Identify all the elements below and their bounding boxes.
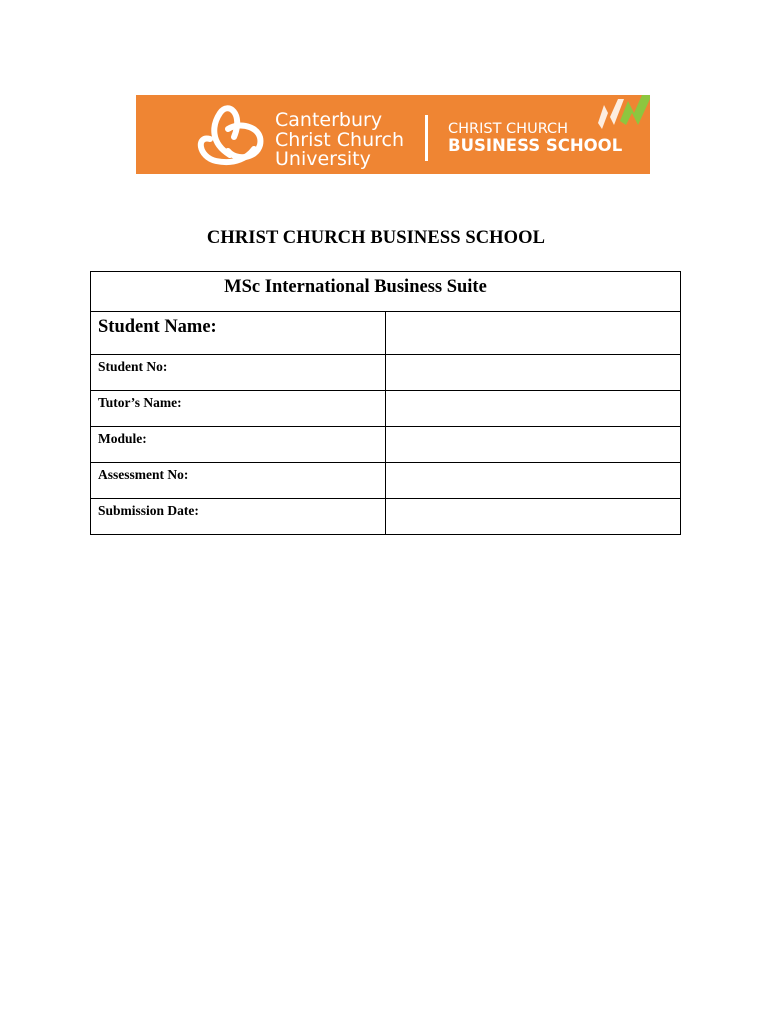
form-row-assessment-no [91,463,681,499]
programme-row [91,272,681,312]
trinity-knot-icon [201,108,261,162]
university-name-line-1: Canterbury [275,109,383,131]
swoosh-icon [598,95,650,129]
university-name-line-3: University [275,148,371,170]
form-row-student-no [91,355,681,391]
label-cell [91,391,386,427]
student-no-field[interactable] [386,355,681,391]
form-row-module [91,427,681,463]
tutor-name-field[interactable] [386,391,681,427]
student-name-field[interactable] [386,312,681,355]
university-logo-banner [136,95,650,174]
student-no-label: Student No: [98,359,168,374]
assessment-no-label: Assessment No: [98,467,189,482]
school-name-line-1: CHRIST CHURCH [448,121,569,137]
label-cell [91,312,386,355]
label-cell [91,463,386,499]
label-cell [91,499,386,535]
form-row-student-name [91,312,681,355]
school-name-line-2: BUSINESS SCHOOL [448,136,623,155]
student-name-label: Student Name: [98,317,217,337]
programme-title: MSc International Business Suite [224,277,487,297]
submission-date-field[interactable] [386,499,681,535]
submission-form-table [90,271,681,535]
form-row-submission-date [91,499,681,535]
tutor-name-label: Tutor’s Name: [98,395,182,410]
submission-date-label: Submission Date: [98,503,199,518]
form-row-tutor-name [91,391,681,427]
programme-cell [91,272,681,312]
banner-divider [425,115,428,161]
university-name-line-2: Christ Church [275,129,405,151]
document-title: CHRIST CHURCH BUSINESS SCHOOL [206,228,546,248]
module-field[interactable] [386,427,681,463]
label-cell [91,355,386,391]
label-cell [91,427,386,463]
module-label: Module: [98,431,147,446]
assessment-no-field[interactable] [386,463,681,499]
